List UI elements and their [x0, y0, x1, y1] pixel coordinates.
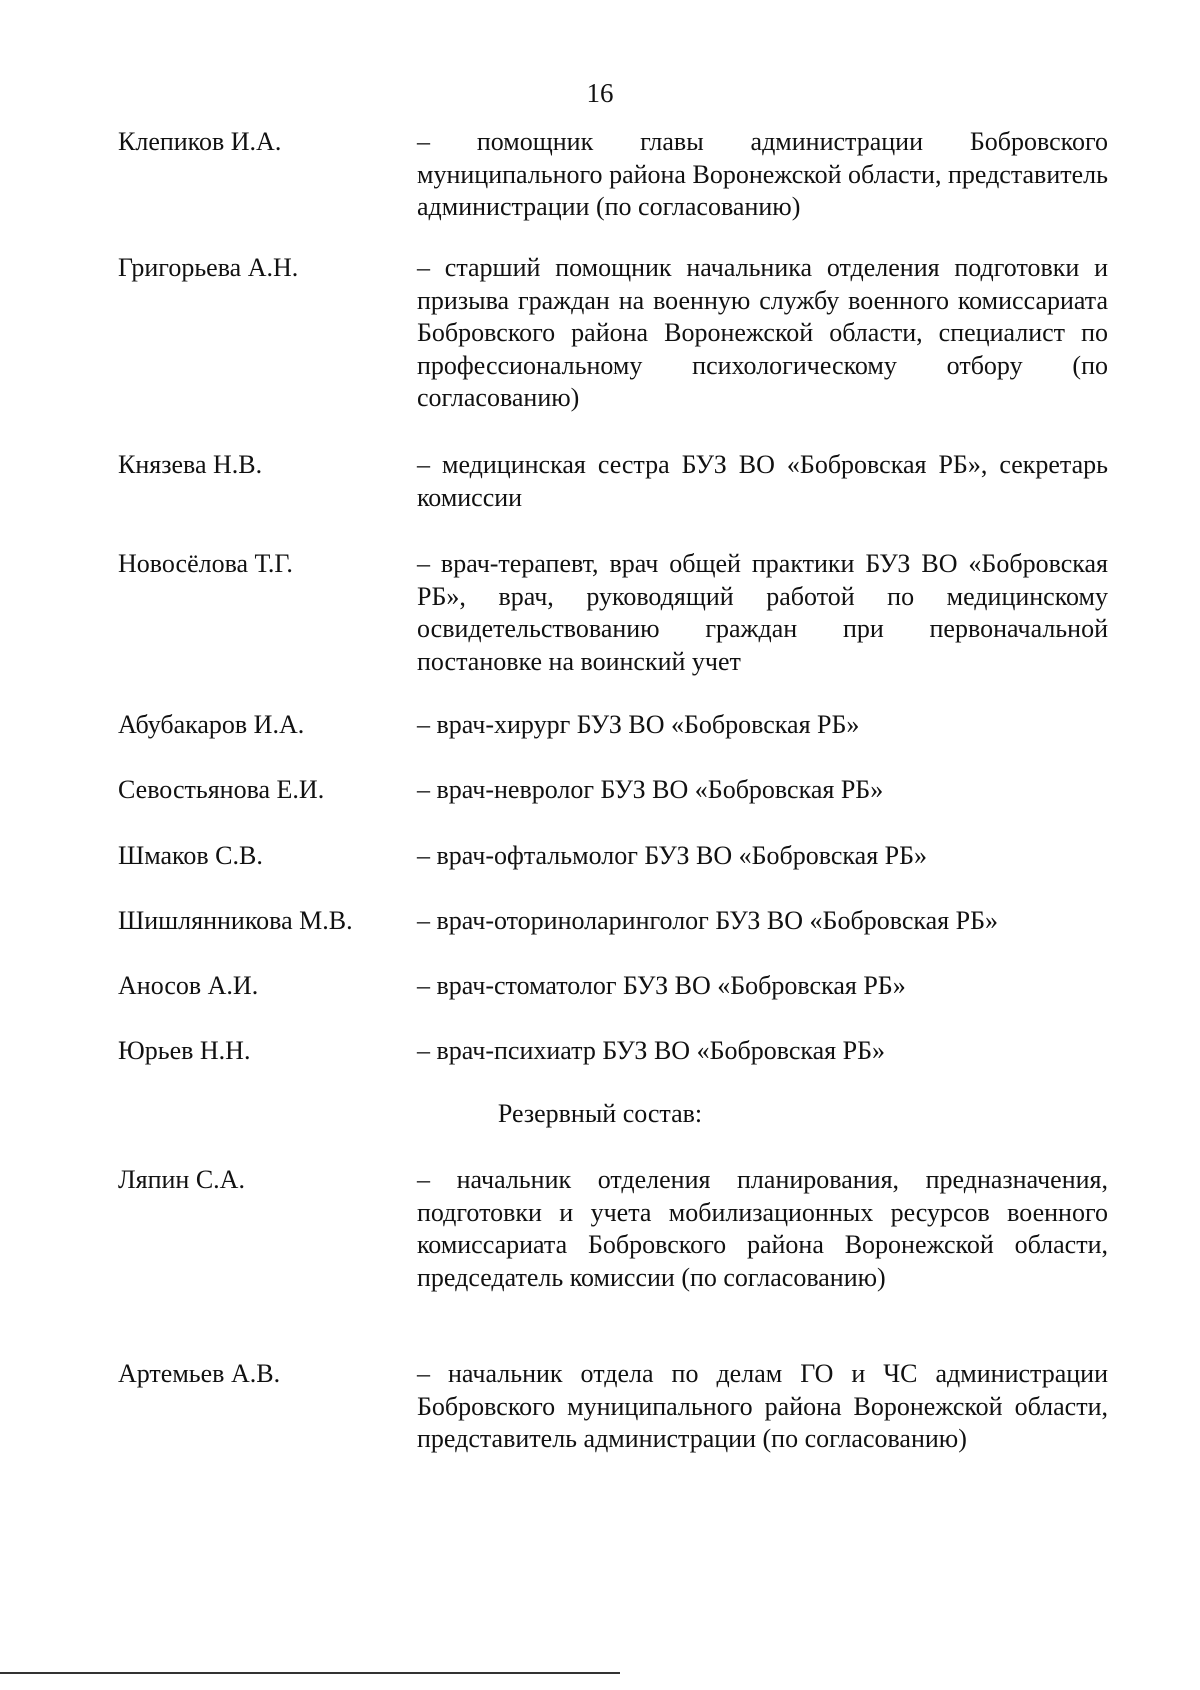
member-role: – врач-офтальмолог БУЗ ВО «Бобровская РБ» [417, 841, 928, 870]
member-name: Григорьева А.Н. [118, 253, 299, 282]
member-role: – медицинская сестра БУЗ ВО «Бобровская РБ», секретарь комиссии [417, 450, 1108, 512]
member-name: Клепиков И.А. [118, 127, 282, 156]
member-name: Абубакаров И.А. [118, 710, 305, 739]
member-name: Юрьев Н.Н. [118, 1036, 251, 1065]
bottom-rule [0, 1672, 620, 1674]
member-role: – врач-невролог БУЗ ВО «Бобровская РБ» [417, 775, 884, 804]
member-role: – помощник главы администрации Бобровского муниципального района Воронежской области, представитель администрации (по согласованию) [417, 127, 1108, 221]
member-role: – врач-терапевт, врач общей практики БУЗ ВО «Бобровская РБ», врач, руководящий работой по медицинскому освидетельствованию граждан при первоначальной постановке на воинский учет [417, 549, 1108, 676]
member-name: Новосёлова Т.Г. [118, 549, 293, 578]
member-role: – начальник отделения планирования, предназначения, подготовки и учета мобилизационных ресурсов военного комиссариата Бобровского района Воронежской области, председатель комиссии (по согласованию) [417, 1165, 1108, 1292]
member-role: – начальник отдела по делам ГО и ЧС администрации Бобровского муниципального района Воронежской области, представитель администрации (по согласованию) [417, 1359, 1108, 1453]
member-role: – врач-стоматолог БУЗ ВО «Бобровская РБ» [417, 971, 906, 1000]
member-name: Ляпин С.А. [118, 1165, 245, 1194]
member-name: Князева Н.В. [118, 450, 263, 479]
member-name: Севостьянова Е.И. [118, 775, 325, 804]
member-name: Шишлянникова М.В. [118, 906, 353, 935]
member-name: Артемьев А.В. [118, 1359, 281, 1388]
member-role: – старший помощник начальника отделения подготовки и призыва граждан на военную службу военного комиссариата Бобровского района Воронежской области, специалист по профессиональному психологическому отбору (по согласованию) [417, 253, 1108, 412]
reserve-section-title: Резервный состав: [497, 1099, 703, 1128]
member-role: – врач-оториноларинголог БУЗ ВО «Бобровская РБ» [417, 906, 999, 935]
member-role: – врач-хирург БУЗ ВО «Бобровская РБ» [417, 710, 860, 739]
member-name: Аносов А.И. [118, 971, 259, 1000]
member-role: – врач-психиатр БУЗ ВО «Бобровская РБ» [417, 1036, 886, 1065]
member-name: Шмаков С.В. [118, 841, 263, 870]
page-number: 16 [586, 78, 614, 108]
